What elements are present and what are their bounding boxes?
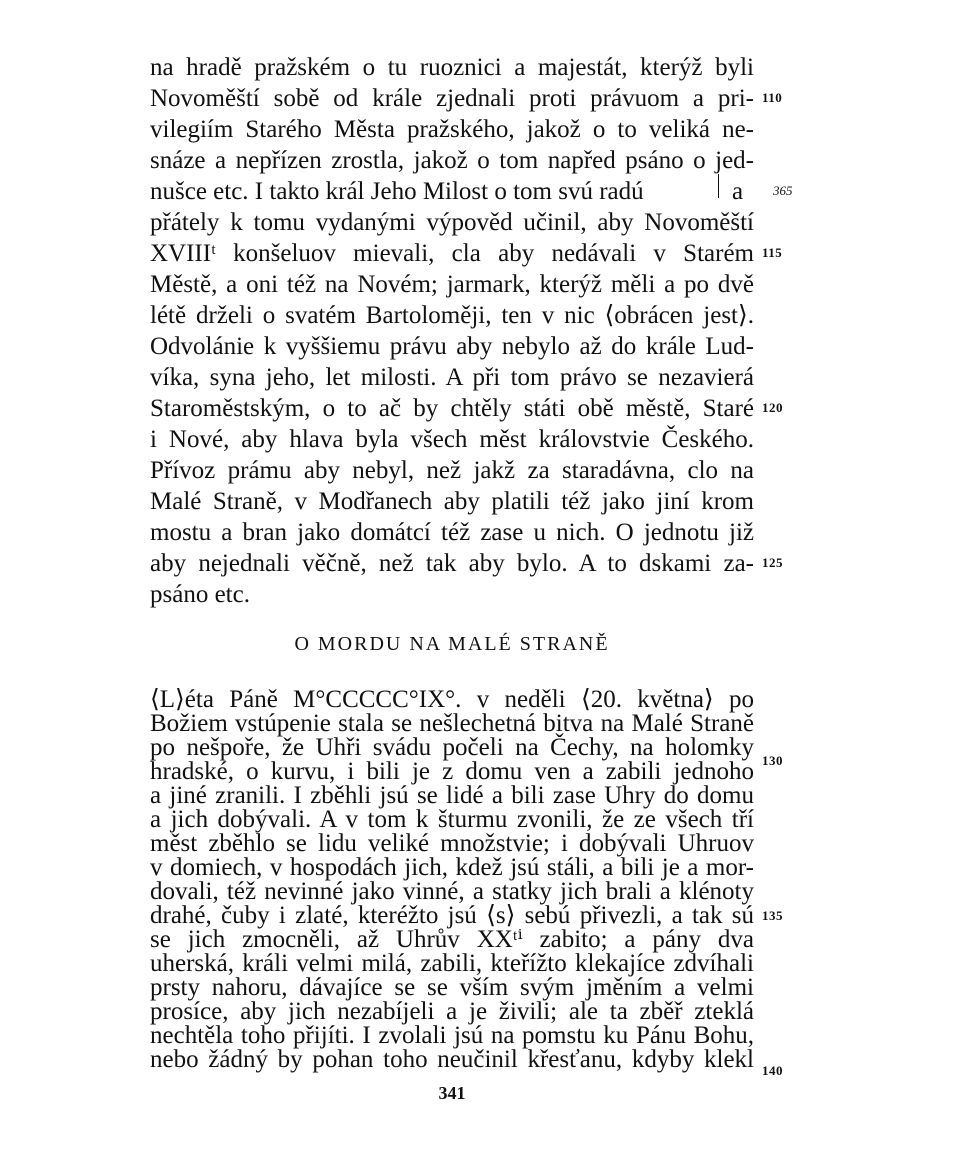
text-line: Staroměstským, o to ač by chtěly státi obě městě, Staré xyxy=(150,395,754,422)
text-line: ⟨L⟩éta Páně M°CCCCC°IX°. v neděli ⟨20. května⟩ po xyxy=(150,686,754,713)
line-number: 140 xyxy=(762,1063,783,1078)
text-line-tail: a xyxy=(732,178,744,205)
text-line: i Nové, aby hlava byla všech měst královstvie Českého. xyxy=(150,426,754,453)
text-line: nechtěla toho přijíti. I zvolali jsú na pomstu ku Pánu Bohu, xyxy=(150,1022,754,1049)
text-line: nušce etc. I takto král Jeho Milost o tom svú radú xyxy=(150,178,644,205)
text-line: mostu a bran jako domátcí též zase u nich. O jednotu již xyxy=(150,519,754,546)
line-number: 130 xyxy=(762,753,783,768)
text-line: hradské, o kurvu, i bili je z domu ven a zabili jednoho xyxy=(150,758,754,785)
text-line: psáno etc. xyxy=(150,581,250,608)
text-line: se jich zmocněli, až Uhrův XXᵗⁱ zabito; a pány dva xyxy=(150,926,754,953)
text-line: Božiem vstúpenie stala se nešlechetná bitva na Malé Straně xyxy=(150,710,754,737)
text-line: dovali, též nevinné jako vinné, a statky jich brali a klénoty xyxy=(150,878,754,905)
text-line: a jich dobývali. A v tom k šturmu zvonili, že ze všech tří xyxy=(150,806,754,833)
text-line: létě drželi o svatém Bartoloměji, ten v nic ⟨obrácen jest⟩. xyxy=(150,302,754,329)
line-number: 120 xyxy=(762,400,783,415)
text-line: víka, syna jeho, let milosti. A při tom právo se nezavierá xyxy=(150,364,754,391)
line-number: 125 xyxy=(762,555,783,570)
text-line: snáze a nepřízen zrostla, jakož o tom napřed psáno o jed- xyxy=(150,147,754,174)
line-number: 135 xyxy=(762,908,783,923)
caesura-mark xyxy=(718,174,719,198)
text-line: přátely k tomu vydanými výpověd učinil, aby Novoměští xyxy=(150,209,754,236)
text-line: Odvolánie k vyššiemu právu aby nebylo až do krále Lud- xyxy=(150,333,754,360)
text-line: nebo žádný by pohan toho neučinil křesťanu, kdyby klekl xyxy=(150,1046,754,1073)
text-line: aby nejednali věčně, než tak aby bylo. A to dskami za- xyxy=(150,550,754,577)
margin-folio-note: 365 xyxy=(773,183,793,198)
text-line: Přívoz prámu aby nebyl, než jakž za staradávna, clo na xyxy=(150,457,754,484)
text-line: Městě, a oni též na Novém; jarmark, kterýž měli a po dvě xyxy=(150,271,754,298)
page-number: 341 xyxy=(438,1083,466,1103)
text-line: na hradě pražském o tu ruoznici a majestát, kterýž byli xyxy=(150,54,754,81)
text-line: vilegiím Starého Města pražského, jakož o to veliká ne- xyxy=(150,116,754,143)
text-line: prsty nahoru, dávajíce se se vším svým jměním a velmi xyxy=(150,974,754,1001)
text-line: drahé, čuby i zlaté, kteréžto jsú ⟨s⟩ sebú přivezli, a tak sú xyxy=(150,902,754,929)
line-number: 115 xyxy=(762,245,783,260)
text-line: v domiech, v hospodách jich, kdež jsú stáli, a bili je a mor- xyxy=(150,854,754,881)
text-line: a jiné zranili. I zběhli jsú se lidé a bili zase Uhry do domu xyxy=(150,782,754,809)
text-line: prosíce, aby jich nezabíjeli a je živili; ale ta zběř zteklá xyxy=(150,998,754,1025)
line-number: 110 xyxy=(762,90,783,105)
text-line: XVIIIᵗ konšeluov mievali, cla aby nedávali v Starém xyxy=(150,240,754,267)
text-line: měst zběhlo se lidu veliké množstvie; i dobývali Uhruov xyxy=(150,830,754,857)
text-line: Novoměští sobě od krále zjednali proti právuom a pri- xyxy=(150,85,754,112)
text-line: uherská, králi velmi milá, zabili, kteřížto klekajíce zdvíhali xyxy=(150,950,754,977)
text-line: Malé Straně, v Modřanech aby platili též jako jiní krom xyxy=(150,488,754,515)
text-line: po nešpoře, že Uhři svádu počeli na Čechy, na holomky xyxy=(150,734,754,761)
section-heading: O MORDU NA MALÉ STRANĚ xyxy=(294,633,610,655)
